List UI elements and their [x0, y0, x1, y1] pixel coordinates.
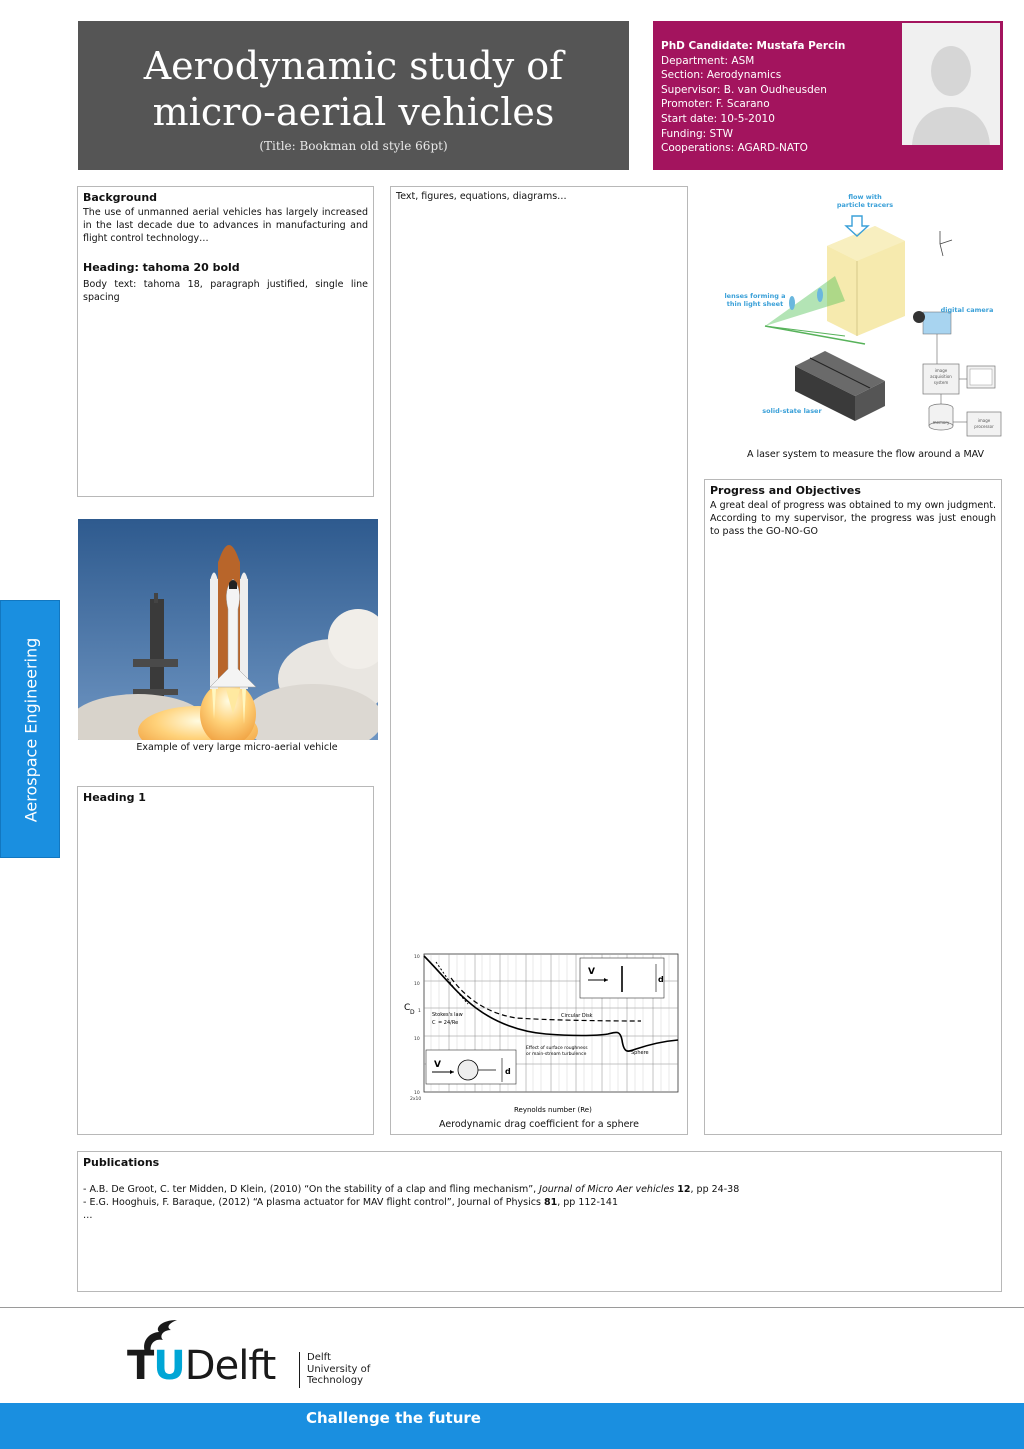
publications-section — [77, 1151, 1002, 1292]
section: Section: Aerodynamics — [661, 69, 782, 82]
inset-d-label-bottom: d — [505, 1067, 511, 1076]
logo-u: U — [153, 1343, 185, 1389]
shuttle-launch-picture — [78, 519, 378, 740]
background-heading-2: Heading: tahoma 20 bold — [83, 261, 240, 274]
flow-label-1: flow with — [848, 193, 882, 201]
background-heading: Background — [83, 191, 158, 204]
camera-label: digital camera — [940, 306, 994, 314]
heading-1-title: Heading 1 — [83, 791, 146, 804]
acq-label-1: image — [934, 368, 948, 373]
poster-title — [78, 43, 629, 135]
svg-text:10: 10 — [414, 1037, 420, 1042]
funding: Funding: STW — [661, 127, 734, 140]
svg-text:10: 10 — [414, 982, 420, 987]
drag-chart-ysub: D — [410, 1009, 415, 1016]
footer-divider — [0, 1307, 1024, 1308]
shuttle-image — [78, 519, 378, 740]
memory-label: memory — [932, 420, 950, 425]
pub2-authors: - E.G. Hooghuis, F. Baraque, (2012) “A plasma actuator for MAV flight control”, Journal of Physics — [83, 1197, 544, 1208]
tagline: Challenge the future — [306, 1409, 481, 1427]
title-line-2: micro-aerial vehicles — [152, 90, 555, 134]
cooperations: Cooperations: AGARD-NATO — [661, 142, 808, 155]
drag-chart-xlabel: Reynolds number (Re) — [514, 1106, 592, 1114]
roughness-label-2: or main-stream turbulence — [526, 1052, 587, 1057]
acq-label-2: acquisition — [930, 374, 952, 379]
sidebar-tab — [0, 600, 60, 858]
lens-label-2: thin light sheet — [726, 300, 784, 308]
laser-caption: A laser system to measure the flow around a MAV — [746, 449, 985, 460]
pub2-volume: 81 — [543, 1197, 558, 1208]
logo-line-1: Delft — [307, 1352, 331, 1363]
publications-more: … — [83, 1210, 93, 1221]
progress-section — [704, 479, 1002, 1135]
person-silhouette-icon — [902, 23, 1000, 145]
inset-d-label-top: d — [658, 975, 664, 984]
logo-line-3: Technology — [307, 1375, 364, 1386]
pub1-authors: - A.B. De Groot, C. ter Midden, D Klein, (2010) “On the stability of a clap and fling mechanism”, — [83, 1184, 540, 1195]
pub1-volume: 12 — [677, 1184, 691, 1195]
publications-heading: Publications — [83, 1156, 160, 1169]
inset-v-label-bottom: V — [434, 1060, 441, 1070]
sphere-label: Sphere — [631, 1050, 649, 1056]
publication-1 — [83, 1183, 996, 1196]
middle-placeholder-text: Text, figures, equations, diagrams… — [396, 191, 567, 202]
title-line-1: Aerodynamic study of — [143, 44, 564, 88]
stokes-label-3: = 24/Re — [438, 1020, 459, 1026]
candidate-info-lines — [661, 39, 845, 156]
logo-wordmark — [127, 1344, 275, 1388]
department: Department: ASM — [661, 54, 755, 67]
acq-label-3: system — [933, 380, 949, 385]
inset-v-label-top: V — [588, 967, 595, 977]
promoter: Promoter: F. Scarano — [661, 98, 770, 111]
pub1-pages: , pp 24-38 — [690, 1184, 740, 1195]
pub2-pages: , pp 112-141 — [557, 1197, 619, 1208]
candidate-photo-placeholder — [902, 23, 1000, 145]
svg-text:10: 10 — [414, 1091, 420, 1096]
laser-diagram — [705, 186, 1003, 441]
drag-chart-caption: Aerodynamic drag coefficient for a sphere — [439, 1119, 639, 1130]
footer-band — [0, 1403, 1024, 1449]
proc-label-1: image — [977, 418, 991, 423]
progress-text: A great deal of progress was obtained to my own judgment. According to my supervisor, the progress was just enough to pass the GO-NO-GO — [710, 500, 996, 537]
proc-label-2: processor — [974, 424, 994, 429]
svg-text:1: 1 — [418, 1009, 421, 1014]
flow-label-2: particle tracers — [836, 201, 894, 209]
stokes-label-2: C — [432, 1020, 436, 1026]
title-block — [78, 21, 629, 170]
heading-1-section — [77, 786, 374, 1135]
sidebar-tab-label: Aerospace Engineering — [21, 637, 41, 823]
laser-diagram-svg — [705, 186, 1003, 441]
background-text-2: Body text: tahoma 18, paragraph justified, single line spacing — [83, 279, 368, 303]
progress-heading: Progress and Objectives — [710, 484, 861, 497]
roughness-label-1: Effect of surface roughness — [526, 1046, 588, 1051]
pub1-journal: Journal of Micro Aer vehicles — [539, 1184, 675, 1195]
logo-t: T — [127, 1343, 154, 1389]
shuttle-caption: Example of very large micro-aerial vehicle — [136, 742, 338, 753]
start-date: Start date: 10-5-2010 — [661, 112, 775, 125]
drag-chart-svg — [396, 948, 684, 1118]
svg-text:10: 10 — [414, 955, 420, 960]
logo-university-text — [307, 1352, 370, 1387]
background-text: The use of unmanned aerial vehicles has largely increased in the last decade due to advances in manufacturing and flight control technology… — [83, 207, 368, 244]
circular-disk-label: Circular Disk — [561, 1013, 593, 1019]
logo-divider — [299, 1352, 300, 1388]
laser-label: solid-state laser — [762, 407, 822, 415]
candidate-info-block — [653, 21, 1003, 170]
logo-delft: Delft — [184, 1343, 276, 1389]
stokes-label-1: Stokes's law — [432, 1012, 463, 1018]
svg-text:2x10: 2x10 — [410, 1097, 422, 1102]
tu-delft-logo — [127, 1318, 387, 1392]
title-subtitle: (Title: Bookman old style 66pt) — [259, 139, 448, 153]
lens-label-1: lenses forming a — [724, 292, 786, 300]
publication-2 — [83, 1196, 996, 1209]
logo-line-2: University of — [307, 1363, 371, 1375]
supervisor: Supervisor: B. van Oudheusden — [661, 83, 827, 96]
background-section — [77, 186, 374, 497]
candidate-name: PhD Candidate: Mustafa Percin — [661, 40, 846, 52]
drag-chart-ylabel: C — [404, 1003, 411, 1013]
drag-coefficient-chart — [396, 948, 684, 1118]
